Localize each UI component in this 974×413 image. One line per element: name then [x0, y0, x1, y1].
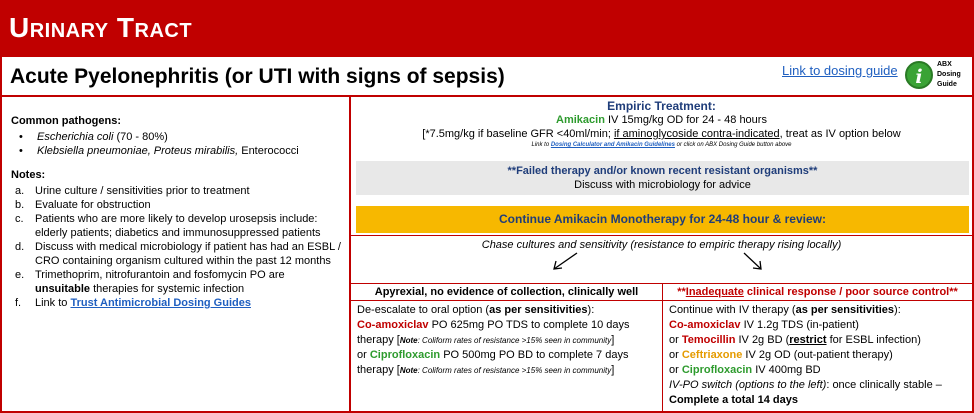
condition-header	[0, 57, 974, 97]
branch-arrows	[351, 247, 972, 283]
inadequate-response-heading: **Inadequate clinical response / poor source control**	[663, 284, 972, 301]
inadequate-response-column	[663, 283, 972, 413]
empiric-heading: Empiric Treatment:	[607, 99, 716, 113]
list-item: • Escherichia coli (70 - 80%)	[35, 130, 341, 144]
empiric-renal-note: [*7.5mg/kg if baseline GFR <40ml/min; if aminoglycoside contra-indicated, treat as IV option below	[422, 128, 901, 140]
notes-heading: Notes:	[11, 169, 46, 181]
list-item: d. Discuss with medical microbiology if patient has had an ESBL / CRO containing organism cultured within the past 12 months	[15, 241, 341, 267]
list-item: e. Trimethoprim, nitrofurantoin and fosfomycin PO are unsuitable therapies for systemic infection	[15, 269, 285, 295]
abx-dosing-guide-label[interactable]: ABX Dosing Guide	[937, 61, 961, 88]
arrow-left-icon	[554, 253, 577, 269]
dosing-guide-link[interactable]: Link to dosing guide	[782, 63, 898, 78]
pathogen-list	[35, 130, 341, 158]
oral-options: De-escalate to oral option (as per sensitivities): Co-amoxiclav PO 625mg PO TDS to complete 10 days therapy [Note: Coliform rates of resistance >15% seen in community] or Ciprofloxacin PO 500mg PO BD to complete 7 days therapy [Note: Coliform rates of resistance >15% seen in community]	[357, 304, 630, 376]
iv-options: Continue with IV therapy (as per sensitivities): Co-amoxiclav IV 1.2g TDS (in-patient) or Temocillin IV 2g BD (restrict for ESBL infection) or Ceftriaxone IV 2g OD (out-patient therapy) or Ciprofloxacin IV 400mg BD IV-PO switch (options to the left): once clinically stable – Complete a total 14 days	[669, 304, 942, 406]
trust-dosing-guides-link[interactable]: Trust Antimicrobial Dosing Guides	[70, 297, 251, 309]
empiric-links: Link to Dosing Calculator and Amikacin Guidelines or click on ABX Dosing Guide button above	[531, 142, 792, 148]
list-item: • Klebsiella pneumoniae, Proteus mirabilis, Enterococci	[35, 144, 341, 158]
pathogens-heading: Common pathogens:	[11, 115, 121, 127]
failed-therapy-text: Discuss with microbiology for advice	[574, 179, 751, 191]
list-item: a. Urine culture / sensitivities prior to treatment	[15, 185, 250, 197]
notes-panel	[0, 97, 351, 413]
section-header	[0, 0, 974, 57]
clinically-well-heading: Apyrexial, no evidence of collection, clinically well	[351, 284, 662, 301]
condition-title: Acute Pyelonephritis (or UTI with signs of sepsis)	[10, 65, 505, 88]
info-icon[interactable]: i	[905, 61, 933, 89]
empiric-treatment	[351, 97, 972, 160]
list-item: b. Evaluate for obstruction	[15, 199, 151, 211]
clinically-well-column	[351, 283, 663, 413]
list-item: f. Link to Trust Antimicrobial Dosing Guides	[15, 297, 251, 309]
continue-banner: Continue Amikacin Monotherapy for 24-48 hour & review:	[356, 206, 969, 233]
dosing-calculator-link[interactable]: Dosing Calculator and Amikacin Guidelines	[550, 142, 675, 148]
arrow-right-icon	[744, 253, 761, 269]
page-title: Urinary Tract	[9, 12, 193, 43]
notes-list	[13, 184, 341, 310]
failed-therapy-box	[356, 161, 969, 195]
list-item: c. Patients who are more likely to develop urosepsis include: elderly patients; diabetics and immunosuppressed patients	[15, 213, 321, 239]
chase-cultures-text: Chase cultures and sensitivity (resistance to empiric therapy rising locally)	[351, 235, 972, 251]
empiric-dose: Amikacin IV 15mg/kg OD for 24 - 48 hours	[556, 114, 767, 126]
treatment-panel	[351, 97, 974, 413]
failed-therapy-title: **Failed therapy and/or known recent resistant organisms**	[507, 165, 818, 177]
